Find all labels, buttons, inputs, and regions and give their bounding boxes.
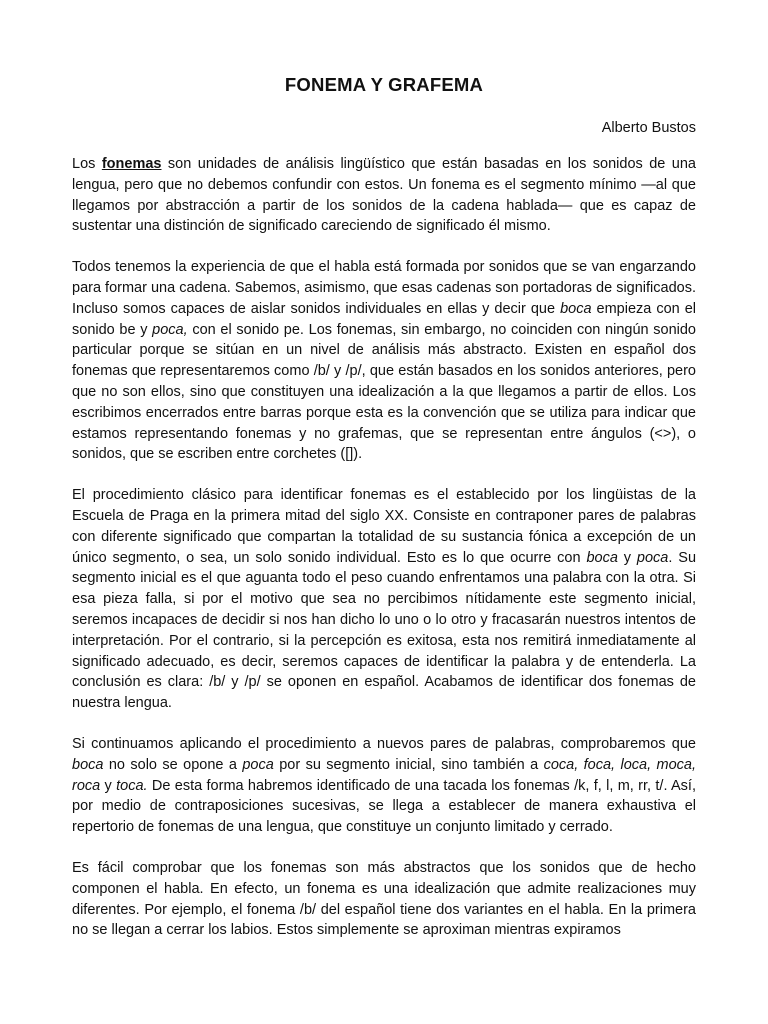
paragraph-1 [72, 154, 696, 237]
text-run: y [617, 549, 637, 566]
text-run: Los [72, 156, 102, 172]
text-run: Si continuamos aplicando el procedimiento a nuevos pares de palabras, comprobaremos que [72, 735, 696, 752]
text-run: con el sonido pe. Los fonemas, sin embargo, no coinciden con ningún sonido particular porque se sitúan en un nivel de análisis más abstracto. Existen en español dos fonemas que representaremos como /b/ y /p/, que están basados en los sonidos anteriores, pero que no son ellos, sino que constituyen una idealización a la que llegamos a partir de ellos. Los escribimos encerrados entre barras porque esta es la convención que se utiliza para indicar que estamos representando fonemas y no grafemas, que se representan entre ángulos (<>), o sonidos, que se escriben entre corchetes ([]). [72, 321, 696, 463]
document-body [72, 154, 696, 941]
paragraph-4 [72, 734, 696, 838]
paragraph-5: Es fácil comprobar que los fonemas son más abstractos que los sonidos que de hecho componen el habla. En efecto, un fonema es una idealización que admite realizaciones muy diferentes. Por ejemplo, el fonema /b/ del español tiene dos variantes en el habla. En la primera no se llegan a cerrar los labios. Estos simplemente se aproximan mientras expiramos [72, 859, 696, 939]
term-fonemas: fonemas [101, 156, 162, 172]
example-word: poca [242, 756, 274, 773]
text-run: . Su segmento inicial es el que aguanta todo el peso cuando enfrentamos una palabra con la otra. Si esa pieza falla, si por el motivo que sea no percibimos nítidamente este segmento inicial, seremos incapaces de decidir si nos han dicho lo uno o lo otro y fracasarán nuestros intentos de interpretación. Por el contrario, si la percepción es exitosa, esta nos remitirá inmediatamente al significado adecuado, es decir, seremos capaces de identificar la palabra y de entenderla. La conclusión es clara: /b/ y /p/ se oponen en español. Acabamos de identificar dos fonemas de nuestra lengua. [72, 549, 697, 712]
text-run: son unidades de análisis lingüístico que están basadas en los sonidos de una lengua, pero que no debemos confundir con estos. Un fonema es el segmento mínimo —al que llegamos por abstracción a partir de los sonidos de la cadena hablada— que es capaz de sustentar una distinción de significado careciendo de significado él mismo. [72, 156, 696, 235]
text-run: y [100, 777, 117, 794]
text-run: El procedimiento clásico para identificar fonemas es el establecido por los lingüistas de la Escuela de Praga en la primera mitad del siglo XX. Consiste en contraponer pares de palabras con diferente significado que compartan la totalidad de su sustancia fónica a excepción de un único segmento, o sea, un solo sonido individual. Esto es lo que ocurre con [72, 487, 696, 566]
example-word: toca. [116, 777, 148, 794]
example-word: boca [72, 756, 104, 773]
document-title: FONEMA Y GRAFEMA [284, 74, 484, 95]
text-run: Todos tenemos la experiencia de que el habla está formada por sonidos que se van engarzando para formar una cadena. Sabemos, asimismo, que esas cadenas son portadoras de significados. Incluso somos capaces de aislar sonidos individuales en ellas y decir que [72, 259, 696, 317]
example-word: poca [636, 549, 669, 566]
example-word: poca, [152, 321, 188, 338]
example-word: boca [586, 549, 618, 566]
example-word-list: coca, foca, loca, moca, roca [72, 756, 696, 794]
paragraph-2 [72, 257, 696, 465]
author-name: Alberto Bustos [601, 120, 696, 136]
example-word: boca [560, 300, 592, 317]
text-run: no solo se opone a [103, 756, 243, 773]
paragraph-3 [72, 485, 696, 714]
text-run: empieza con el sonido be y [72, 300, 696, 338]
text-run: por su segmento inicial, sino también a [273, 756, 544, 773]
text-run: De esta forma habremos identificado de una tacada los fonemas /k, f, l, m, rr, t/. Así, por medio de contraposiciones sucesivas, se llega a establecer de manera exhaustiva el repertorio de fonemas de una lengua, que constituye un conjunto limitado y cerrado. [72, 777, 696, 836]
